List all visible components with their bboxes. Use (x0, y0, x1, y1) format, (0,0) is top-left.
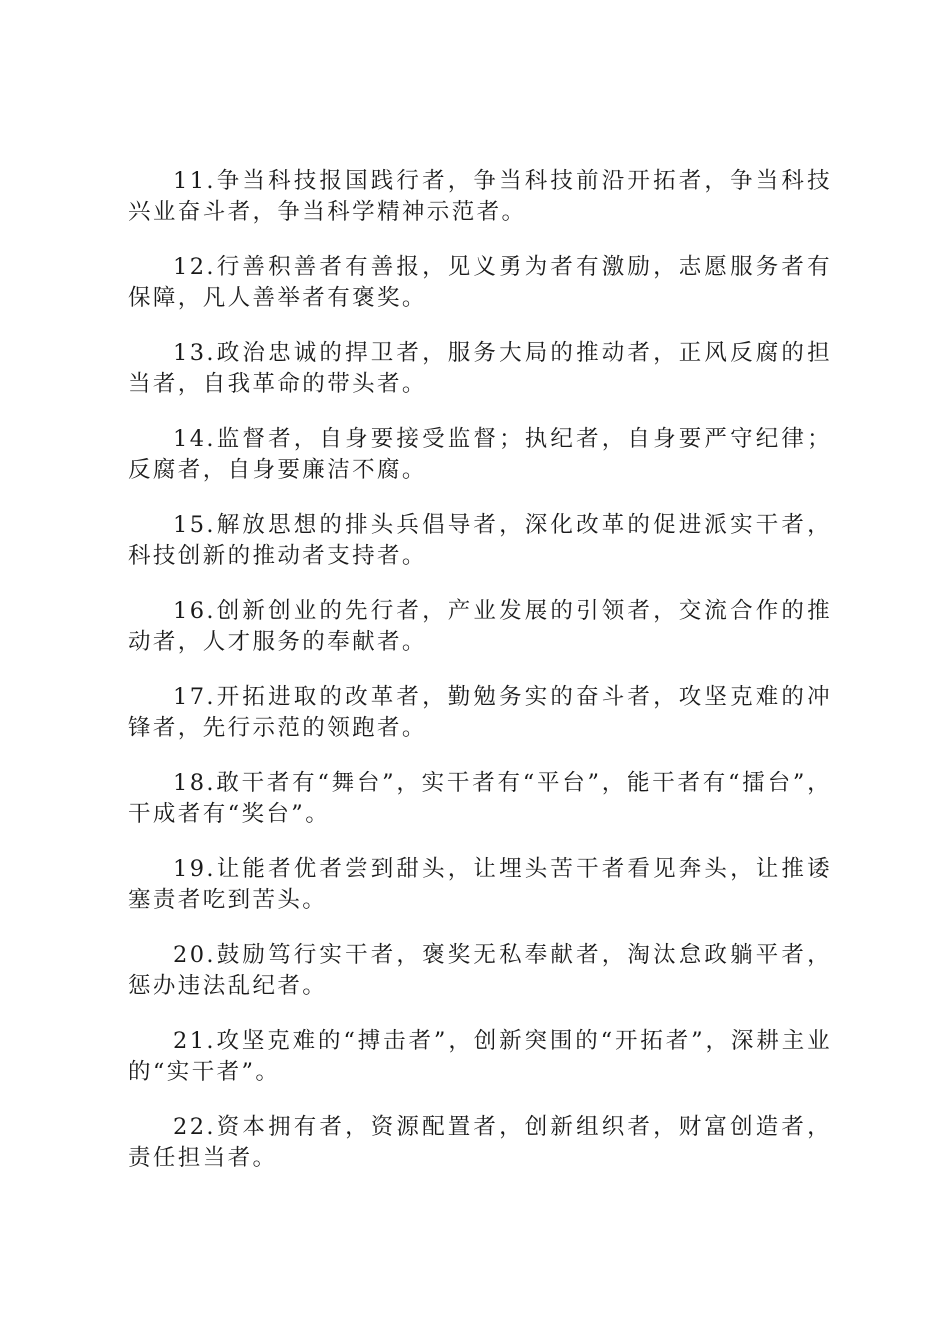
paragraph-12: 12.行善积善者有善报，见义勇为者有激励，志愿服务者有保障，凡人善举者有褒奖。 (128, 254, 832, 311)
paragraph-19: 19.让能者优者尝到甜头，让埋头苦干者看见奔头，让推诿塞责者吃到苦头。 (128, 856, 832, 913)
paragraph-14: 14.监督者，自身要接受监督；执纪者，自身要严守纪律；反腐者，自身要廉洁不腐。 (128, 426, 832, 483)
paragraph-15: 15.解放思想的排头兵倡导者，深化改革的促进派实干者，科技创新的推动者支持者。 (128, 512, 832, 569)
paragraph-11: 11.争当科技报国践行者，争当科技前沿开拓者，争当科技兴业奋斗者，争当科学精神示范者。 (128, 168, 832, 225)
paragraph-22: 22.资本拥有者，资源配置者，创新组织者，财富创造者，责任担当者。 (128, 1114, 832, 1171)
paragraph-20: 20.鼓励笃行实干者，褒奖无私奉献者，淘汰怠政躺平者，惩办违法乱纪者。 (128, 942, 832, 999)
paragraph-16: 16.创新创业的先行者，产业发展的引领者，交流合作的推动者，人才服务的奉献者。 (128, 598, 832, 655)
paragraph-21: 21.攻坚克难的“搏击者”，创新突围的“开拓者”，深耕主业的“实干者”。 (128, 1028, 832, 1085)
paragraph-13: 13.政治忠诚的捍卫者，服务大局的推动者，正风反腐的担当者，自我革命的带头者。 (128, 340, 832, 397)
paragraph-18: 18.敢干者有“舞台”，实干者有“平台”，能干者有“擂台”，干成者有“奖台”。 (128, 770, 832, 827)
document-body (128, 166, 832, 1198)
paragraph-17: 17.开拓进取的改革者，勤勉务实的奋斗者，攻坚克难的冲锋者，先行示范的领跑者。 (128, 684, 832, 741)
